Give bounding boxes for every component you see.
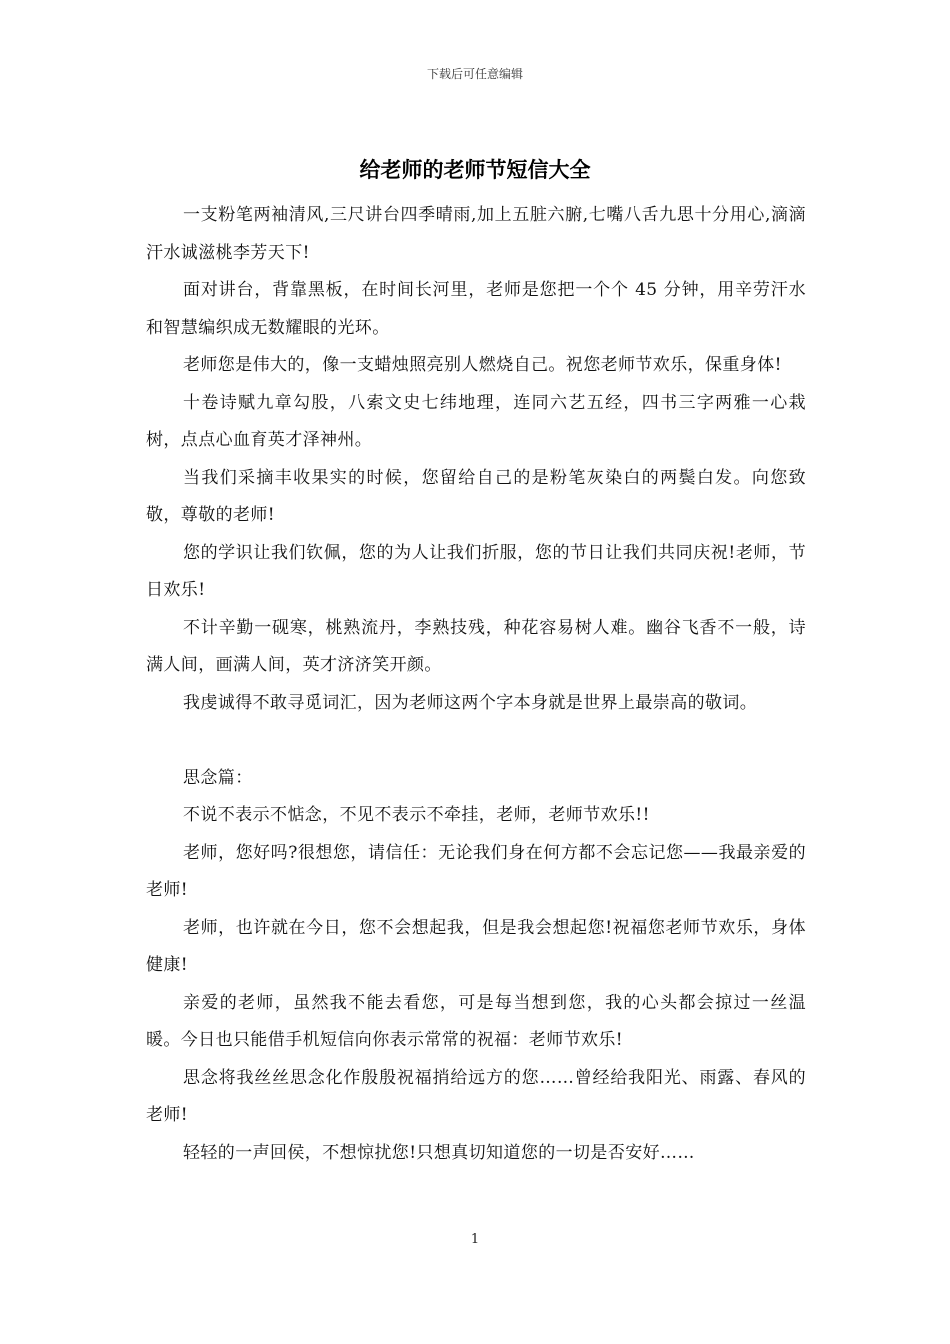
paragraph: 不计辛勤一砚寒，桃熟流丹，李熟技残，种花容易树人难。幽谷飞香不一般，诗满人间，画满人间，英才济济笑开颜。 bbox=[146, 617, 806, 675]
paragraph: 亲爱的老师，虽然我不能去看您，可是每当想到您，我的心头都会掠过一丝温暖。今日也只能借手机短信向你表示常常的祝福：老师节欢乐! bbox=[146, 992, 806, 1050]
paragraph: 不说不表示不惦念，不见不表示不牵挂，老师，老师节欢乐!! bbox=[183, 805, 650, 825]
document-title: 给老师的老师节短信大全 bbox=[359, 157, 591, 182]
paragraph: 当我们采摘丰收果实的时候，您留给自己的是粉笔灰染白的两鬓白发。向您致敬，尊敬的老师! bbox=[146, 467, 806, 525]
paragraph: 面对讲台，背靠黑板，在时间长河里，老师是您把一个个 45 分钟，用辛劳汗水和智慧编织成无数耀眼的光环。 bbox=[146, 280, 806, 338]
section-heading: 思念篇： bbox=[183, 767, 253, 788]
paragraph: 老师，也许就在今日，您不会想起我，但是我会想起您!祝福您老师节欢乐，身体健康! bbox=[146, 917, 806, 975]
blank-line bbox=[146, 722, 806, 760]
paragraph: 您的学识让我们钦佩，您的为人让我们折服，您的节日让我们共同庆祝!老师，节日欢乐! bbox=[146, 542, 806, 600]
page-number: 1 bbox=[470, 1232, 480, 1247]
paragraph: 一支粉笔两袖清风,三尺讲台四季晴雨,加上五脏六腑,七嘴八舌九思十分用心,滴滴汗水诚滋桃李芳天下! bbox=[146, 205, 806, 263]
paragraph: 我虔诚得不敢寻觅词汇，因为老师这两个字本身就是世界上最崇高的敬词。 bbox=[183, 692, 758, 713]
paragraph: 老师，您好吗?很想您，请信任：无论我们身在何方都不会忘记您——我最亲爱的老师! bbox=[146, 842, 806, 900]
paragraph: 十卷诗赋九章勾股，八索文史七纬地理，连同六艺五经，四书三字两雅一心栽树，点点心血育英才泽神州。 bbox=[146, 392, 806, 450]
document-body bbox=[146, 197, 806, 1172]
paragraph: 轻轻的一声回侯，不想惊扰您!只想真切知道您的一切是否安好…… bbox=[183, 1142, 695, 1163]
paragraph: 老师您是伟大的，像一支蜡烛照亮别人燃烧自己。祝您老师节欢乐，保重身体! bbox=[183, 355, 782, 375]
paragraph: 思念将我丝丝思念化作殷殷祝福捎给远方的您……曾经给我阳光、雨露、春风的老师! bbox=[146, 1067, 806, 1125]
page-header: 下载后可任意编辑 bbox=[426, 67, 523, 81]
